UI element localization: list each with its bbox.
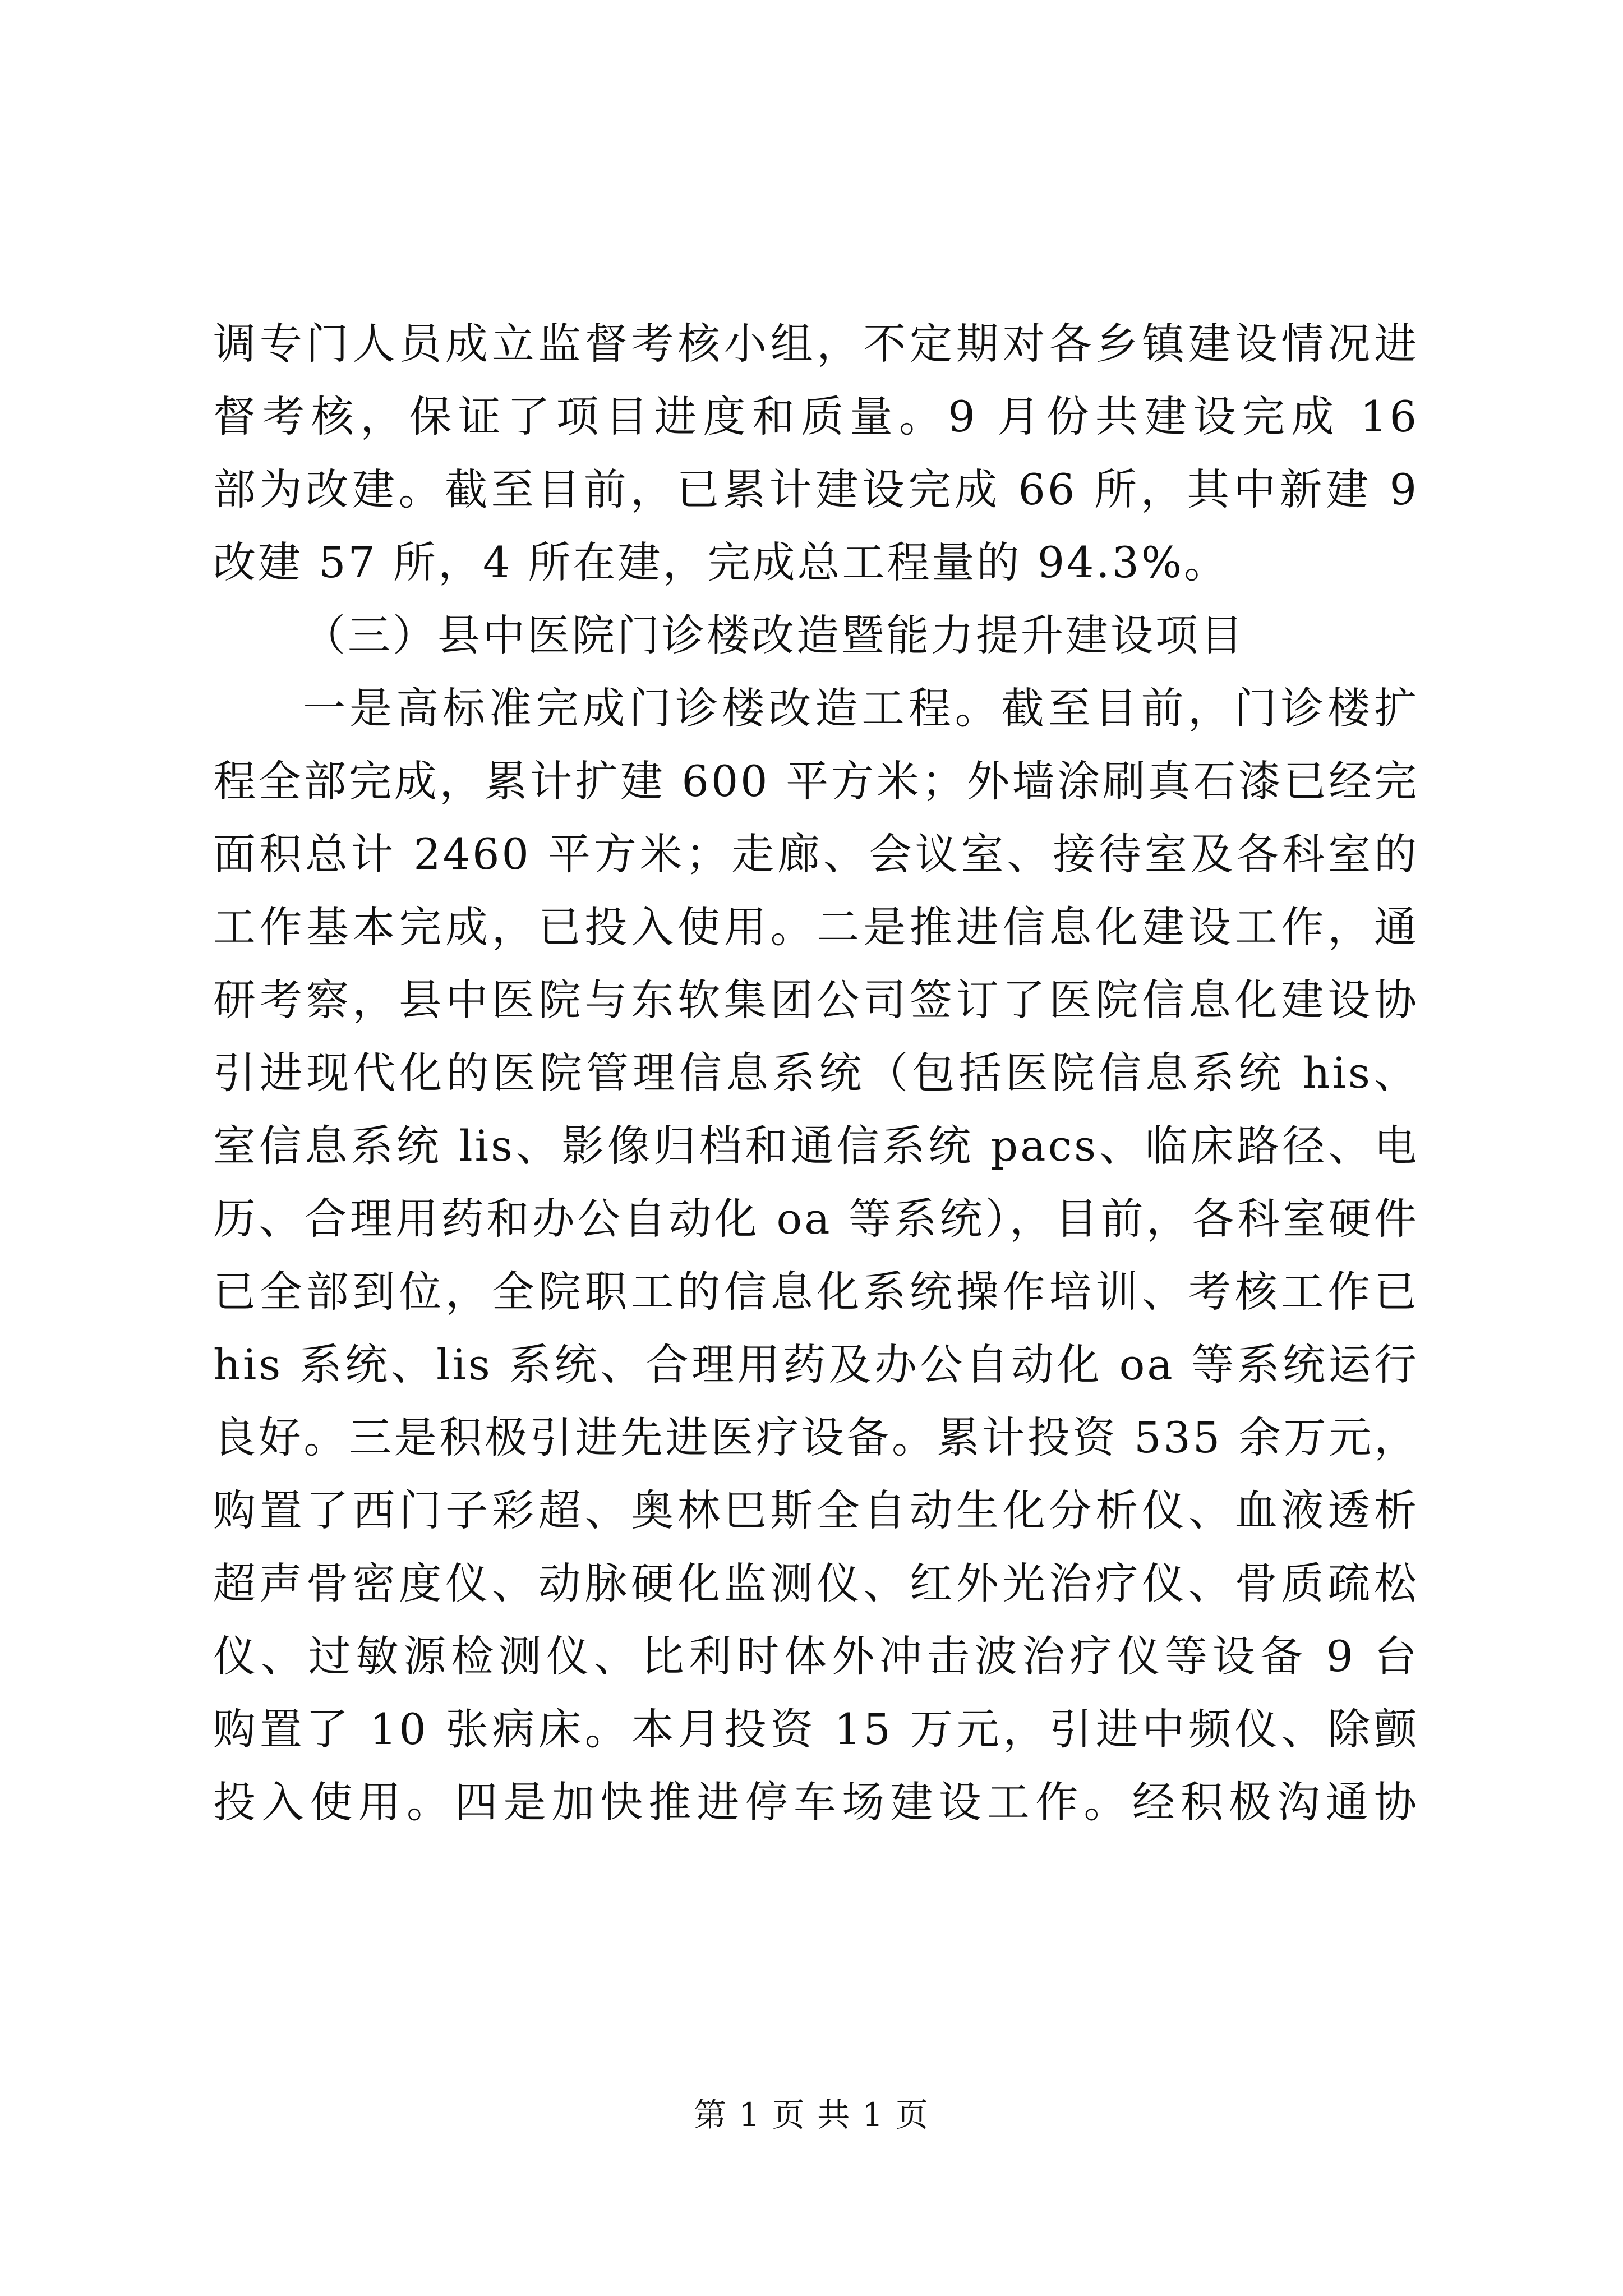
text-line-21: 投入使用。四是加快推进停车场建设工作。经积极沟通协 [213,1777,1419,1827]
page-footer: 第 1 页 共 1 页 [694,2096,929,2134]
text-line-9: 工作基本完成，已投入使用。二是推进信息化建设工作，通 [213,902,1419,952]
text-line-12: 室信息系统 lis、影像归档和通信系统 pacs、临床路径、电 [213,1121,1419,1171]
text-line-20: 购置了 10 张病床。本月投资 15 万元，引进中频仪、除颤 [213,1704,1419,1754]
text-line-11: 引进现代化的医院管理信息系统（包括医院信息系统 his、 [213,1048,1419,1098]
text-line-3: 部为改建。截至目前，已累计建设完成 66 所，其中新建 9 [213,464,1419,514]
text-line-19: 仪、过敏源检测仪、比利时体外冲击波治疗仪等设备 9 台 [213,1631,1419,1681]
text-line-8: 面积总计 2460 平方米；走廊、会议室、接待室及各科室的 [213,829,1419,879]
text-line-16: 良好。三是积极引进先进医疗设备。累计投资 535 余万元， [213,1412,1419,1462]
text-line-15: his 系统、lis 系统、合理用药及办公自动化 oa 等系统运行 [213,1340,1419,1389]
text-line-14: 已全部到位，全院职工的信息化系统操作培训、考核工作已 [213,1267,1419,1317]
section-heading: （三）县中医院门诊楼改造暨能力提升建设项目 [303,610,1245,660]
text-line-7: 程全部完成，累计扩建 600 平方米；外墙涂刷真石漆已经完 [213,756,1419,806]
text-line-6: 一是高标准完成门诊楼改造工程。截至目前，门诊楼扩 [303,683,1419,733]
text-line-13: 历、合理用药和办公自动化 oa 等系统），目前，各科室硬件 [213,1194,1419,1244]
text-line-10: 研考察，县中医院与东软集团公司签订了医院信息化建设协 [213,975,1419,1025]
text-line-18: 超声骨密度仪、动脉硬化监测仪、红外光治疗仪、骨质疏松 [213,1558,1419,1608]
text-line-2: 督考核，保证了项目进度和质量。9 月份共建设完成 16 [213,392,1419,441]
text-line-17: 购置了西门子彩超、奥林巴斯全自动生化分析仪、血液透析 [213,1485,1419,1535]
text-line-1: 调专门人员成立监督考核小组，不定期对各乡镇建设情况进 [213,319,1419,369]
text-line-4: 改建 57 所，4 所在建，完成总工程量的 94.3%。 [213,537,1229,587]
